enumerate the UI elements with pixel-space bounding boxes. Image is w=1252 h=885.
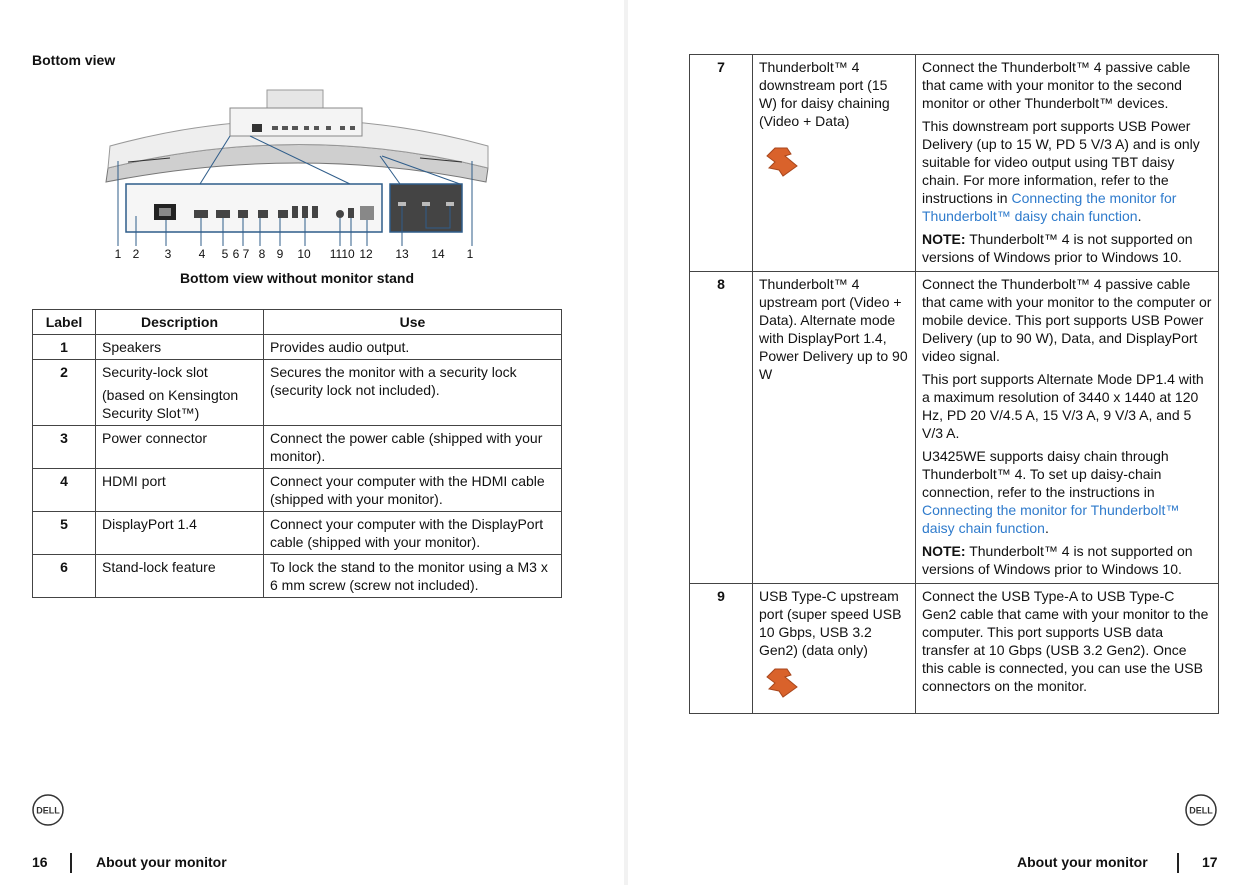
row-description: Speakers (96, 335, 264, 360)
daisy-chain-link[interactable]: Connecting the monitor for Thunderbolt™ daisy chain function (922, 190, 1177, 224)
right-page (628, 0, 1252, 885)
row-label: 5 (33, 512, 96, 555)
description-text: USB Type-C upstream port (super speed USB 10 Gbps, USB 3.2 Gen2) (data only) (759, 588, 902, 658)
row-description: Thunderbolt™ 4 upstream port (Video + Data). Alternate mode with DisplayPort 1.4, Power Delivery up to 90 W (753, 272, 916, 584)
row-use (916, 55, 1219, 272)
left-page (0, 0, 624, 885)
section-title: Bottom view (32, 52, 116, 68)
use-paragraph: Connect the Thunderbolt™ 4 passive cable that came with your monitor to the second monitor or other Thunderbolt™ devices. (922, 59, 1191, 111)
table-row (33, 335, 562, 360)
row-use: Connect the power cable (shipped with your monitor). (264, 426, 562, 469)
use-text: This downstream port supports USB Power Delivery (up to 15 W, PD 5 V/3 A) and is only suitable for video output using TBT daisy chain. For more information, refer to the instructions in (922, 118, 1200, 206)
use-paragraph: Connect the Thunderbolt™ 4 passive cable that came with your monitor to the computer or mobile device. This port supports USB Power Delivery (up to 90 W), Data, and DisplayPort video signal. (922, 276, 1212, 364)
description-line: (based on Kensington Security Slot™) (102, 387, 239, 421)
use-paragraph (922, 117, 1212, 225)
thunderbolt-icon (765, 146, 799, 178)
footer-divider (70, 853, 72, 873)
row-label: 8 (690, 272, 753, 584)
callout-number: 14 (431, 247, 445, 261)
callout-number: 4 (198, 247, 206, 261)
note-label: NOTE: (922, 231, 966, 247)
use-paragraph (922, 447, 1212, 537)
page-number: 16 (32, 854, 48, 870)
callout-number: 13 (395, 247, 409, 261)
row-label: 9 (690, 584, 753, 714)
callout-number: 11 (329, 247, 343, 261)
monitor-bottom-view-figure (100, 86, 500, 266)
table-row (33, 555, 562, 598)
row-use: To lock the stand to the monitor using a M3 x 6 mm screw (screw not included). (264, 555, 562, 598)
row-description (753, 55, 916, 272)
row-label: 6 (33, 555, 96, 598)
callout-number: 2 (132, 247, 140, 261)
callout-number: 10 (341, 247, 355, 261)
callout-number: 12 (359, 247, 373, 261)
table-row (690, 272, 1219, 584)
note-paragraph (922, 542, 1212, 578)
use-paragraph: This port supports Alternate Mode DP1.4 with a maximum resolution of 3440 x 1440 at 120 Hz, PD 20 V/4.5 A, 15 V/3 A, 9 V/3 A, and 5 V/3 A. (922, 371, 1204, 441)
callout-number: 5 (221, 247, 229, 261)
row-description: Stand-lock feature (96, 555, 264, 598)
note-text: Thunderbolt™ 4 is not supported on versions of Windows prior to Windows 10. (922, 543, 1193, 577)
page-number: 17 (1202, 854, 1218, 870)
use-text: U3425WE supports daisy chain through Thunderbolt™ 4. To set up daisy-chain connection, refer to the instructions in (922, 448, 1169, 500)
table-header-row (33, 310, 562, 335)
header-use: Use (264, 310, 562, 335)
row-use: Connect your computer with the DisplayPort cable (shipped with your monitor). (264, 512, 562, 555)
description-line: Security-lock slot (102, 364, 208, 380)
note-paragraph (922, 230, 1212, 266)
use-paragraph: Connect the USB Type-A to USB Type-C Gen2 cable that came with your monitor to the computer. This port supports USB data transfer at 10 Gbps (USB 3.2 Gen2). Once this cable is connected, you can use the USB connectors on the monitor. (922, 588, 1209, 694)
row-use (916, 272, 1219, 584)
row-label: 2 (33, 360, 96, 426)
callout-number: 7 (242, 247, 250, 261)
row-use: Provides audio output. (264, 335, 562, 360)
table-row (33, 360, 562, 426)
table-row (33, 469, 562, 512)
note-label: NOTE: (922, 543, 966, 559)
footer-section-title: About your monitor (96, 854, 227, 870)
row-use (916, 584, 1219, 714)
use-text: . (1137, 208, 1142, 224)
row-description: Power connector (96, 426, 264, 469)
callout-number: 1 (466, 247, 474, 261)
note-text: Thunderbolt™ 4 is not supported on versions of Windows prior to Windows 10. (922, 231, 1193, 265)
row-label: 4 (33, 469, 96, 512)
footer-section-title: About your monitor (1017, 854, 1148, 870)
table-row (33, 426, 562, 469)
header-description: Description (96, 310, 264, 335)
row-description: HDMI port (96, 469, 264, 512)
row-label: 1 (33, 335, 96, 360)
callout-number: 9 (276, 247, 284, 261)
row-label: 3 (33, 426, 96, 469)
row-description (96, 360, 264, 426)
use-text: . (1044, 520, 1049, 536)
thunderbolt-icon (765, 667, 799, 699)
row-description (753, 584, 916, 714)
callout-number: 6 (232, 247, 240, 261)
description-text: Thunderbolt™ 4 downstream port (15 W) for daisy chaining (Video + Data) (759, 59, 890, 129)
logo-text: DELL (36, 805, 60, 816)
table-row (690, 584, 1219, 714)
table-row (33, 512, 562, 555)
header-label: Label (33, 310, 96, 335)
daisy-chain-link[interactable]: Connecting the monitor for Thunderbolt™ daisy chain function (922, 502, 1180, 536)
row-use: Connect your computer with the HDMI cable (shipped with your monitor). (264, 469, 562, 512)
footer-divider (1177, 853, 1179, 873)
ports-table-continued (689, 54, 1219, 714)
callout-number: 1 (114, 247, 122, 261)
callout-number: 3 (164, 247, 172, 261)
dell-logo-icon (32, 794, 64, 826)
row-use: Secures the monitor with a security lock (security lock not included). (264, 360, 562, 426)
logo-text: DELL (1189, 805, 1213, 816)
row-label: 7 (690, 55, 753, 272)
figure-caption: Bottom view without monitor stand (179, 270, 415, 286)
table-row (690, 55, 1219, 272)
bottom-view-table (32, 309, 562, 598)
callout-number: 8 (258, 247, 266, 261)
row-description: DisplayPort 1.4 (96, 512, 264, 555)
dell-logo-icon (1185, 794, 1217, 826)
callout-number: 10 (297, 247, 311, 261)
